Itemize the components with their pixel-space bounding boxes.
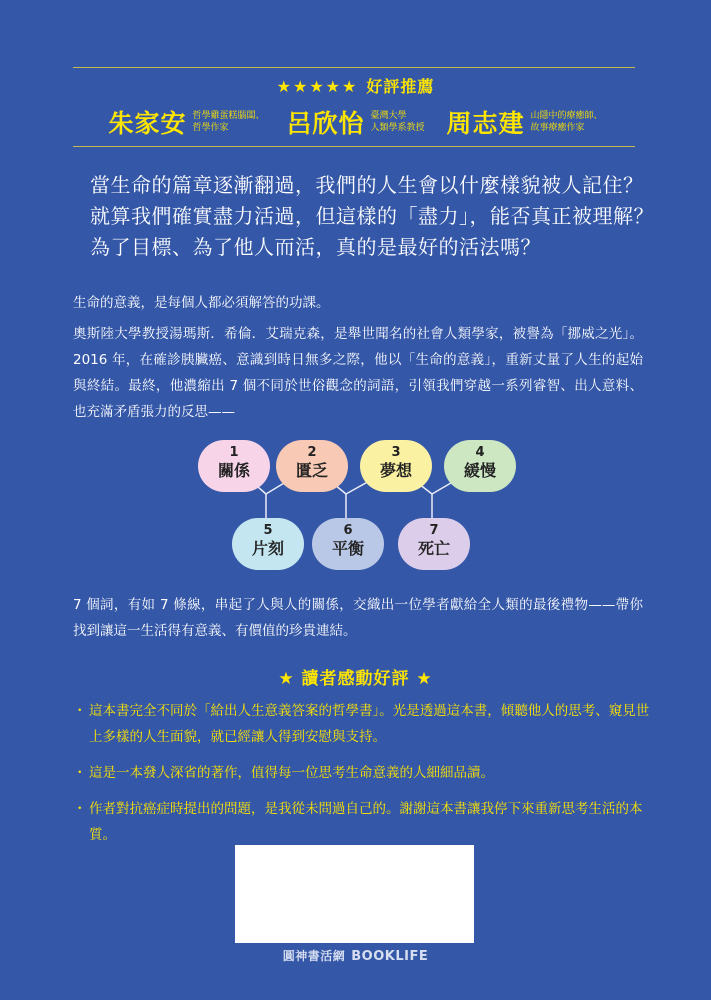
barcode-area <box>235 845 474 943</box>
recommender <box>108 104 264 140</box>
review-text: 這是一本發人深省的著作，值得每一位思考生命意義的人細細品讀。 <box>89 765 494 781</box>
review-item <box>73 796 653 848</box>
review-text: 這本書完全不同於「給出人生意義答案的哲學書」。光是透過這本書，傾聽他人的思考、窺見世上多樣的人生面貌，就已經讓人得到安慰與支持。 <box>89 703 650 745</box>
word-label: 匱乏 <box>295 461 328 480</box>
review-item <box>73 760 653 786</box>
seven-words-diagram <box>0 440 711 580</box>
closing-paragraph: 7 個詞，有如 7 條線，串起了人與人的關係，交織出一位學者獻給全人類的最後禮物——帶你找到讓這一生活得有意義、有價值的珍貴連結。 <box>73 597 643 639</box>
word-label: 關係 <box>217 461 250 480</box>
recommenders <box>0 104 711 140</box>
publisher-name: 圓神書活網 <box>282 949 346 963</box>
reader-reviews-title: ★ 讀者感動好評 ★ <box>278 669 433 689</box>
headline-line: 為了目標、為了他人而活，真的是最好的活法嗎？ <box>90 235 541 259</box>
word-circle-3 <box>360 440 432 492</box>
recommend-title <box>0 74 711 97</box>
word-number: 4 <box>475 445 485 460</box>
recommend-label: 好評推薦 <box>366 77 435 96</box>
word-circle-6 <box>312 518 384 570</box>
word-label: 夢想 <box>379 461 412 480</box>
review-text: 作者對抗癌症時提出的問題，是我從未問過自己的。謝謝這本書讓我停下來重新思考生活的本質。 <box>89 801 643 843</box>
body-paragraph: 奧斯陸大學教授湯瑪斯．希倫．艾瑞克森，是舉世聞名的社會人類學家，被譽為「挪威之光」。2016 年，在確診胰臟癌、意識到時日無多之際，他以「生命的意義」，重新丈量了人生的起始與終結。最終，他濃縮出 7 個不同於世俗觀念的詞語，引領我們穿越一系列睿智、出人意料、也充滿矛盾張力的反思—— <box>73 326 643 420</box>
word-circle-7 <box>398 518 470 570</box>
recommender <box>447 104 603 140</box>
word-number: 1 <box>229 445 239 460</box>
headline <box>90 170 654 263</box>
rating-stars-icon: ★★★★★ <box>276 77 359 96</box>
word-number: 6 <box>343 523 353 538</box>
intro-text: 生命的意義，是每個人都必須解答的功課。 <box>73 295 330 311</box>
headline-line: 就算我們確實盡力活過，但這樣的「盡力」，能否真正被理解？ <box>90 204 654 228</box>
top-divider <box>73 67 635 68</box>
recommender-name: 朱家安 <box>108 109 187 138</box>
recommender-desc: 哲學雞蛋糕腦闆、 哲學作家 <box>192 111 265 133</box>
word-label: 平衡 <box>331 539 364 558</box>
word-circle-5 <box>232 518 304 570</box>
headline-line: 當生命的篇章逐漸翻過，我們的人生會以什麼樣貌被人記住？ <box>90 173 644 197</box>
review-item <box>73 698 653 750</box>
word-label: 片刻 <box>251 539 284 558</box>
word-circle-1 <box>198 440 270 492</box>
bullet-icon: ・ <box>73 801 87 817</box>
word-circle-4 <box>444 440 516 492</box>
word-label: 死亡 <box>417 539 450 558</box>
recommender-name: 周志建 <box>446 109 525 138</box>
recommender-name: 呂欣怡 <box>286 109 365 138</box>
bottom-divider <box>73 146 635 147</box>
recommender <box>286 104 424 140</box>
word-number: 7 <box>429 523 439 538</box>
word-circle-2 <box>276 440 348 492</box>
recommender-desc: 山隱中的療癒師、 故事療癒作家 <box>530 111 603 133</box>
bullet-icon: ・ <box>73 703 87 719</box>
publisher-brand: BOOKLIFE <box>351 949 429 964</box>
word-number: 5 <box>263 523 273 538</box>
recommender-desc: 臺灣大學 人類學系教授 <box>370 111 425 133</box>
word-number: 2 <box>307 445 317 460</box>
reader-reviews <box>73 698 653 858</box>
bullet-icon: ・ <box>73 765 87 781</box>
word-number: 3 <box>391 445 401 460</box>
word-label: 緩慢 <box>463 461 496 480</box>
publisher-logo <box>0 947 711 964</box>
